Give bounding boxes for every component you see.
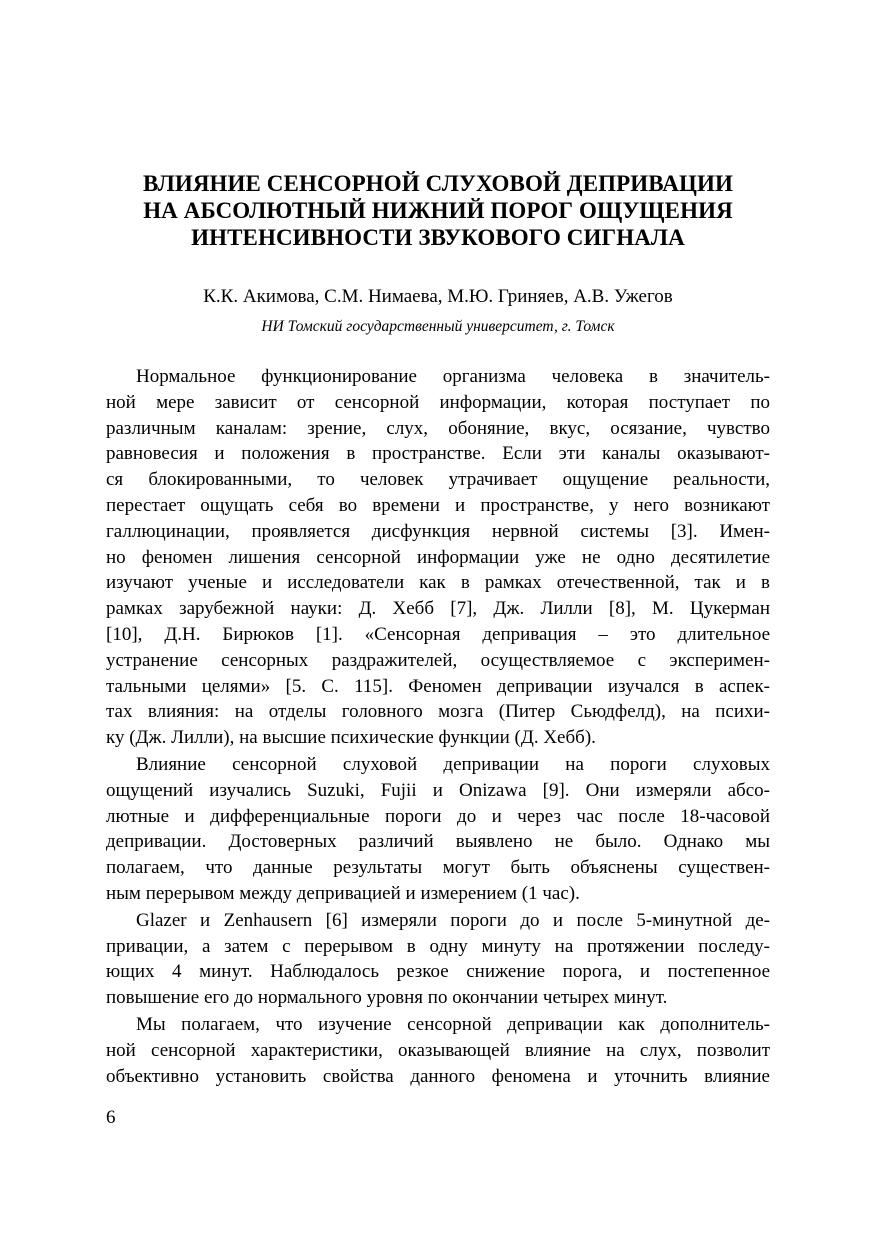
title-line: ИНТЕНСИВНОСТИ ЗВУКОВОГО СИГНАЛА <box>191 225 685 250</box>
text-line: тальными целями» [5. С. 115]. Феномен депривации изучался в аспек- <box>106 675 770 697</box>
text-line: различным каналам: зрение, слух, обоняние, вкус, осязание, чувство <box>106 417 770 439</box>
text-line: ным перерывом между депривацией и измерением (1 час). <box>106 882 580 904</box>
paragraph-1 <box>106 364 770 751</box>
text-line: равновесия и положения в пространстве. Если эти каналы оказывают- <box>106 443 770 465</box>
title-line: НА АБСОЛЮТНЫЙ НИЖНИЙ ПОРОГ ОЩУЩЕНИЯ <box>143 198 733 223</box>
article-body <box>106 364 770 1089</box>
text-line: объективно установить свойства данного феномена и уточнить влияние <box>106 1065 770 1087</box>
text-line: ку (Дж. Лилли), на высшие психические функции (Д. Хебб). <box>106 727 596 749</box>
text-line: но феномен лишения сенсорной информации уже не одно десятилетие <box>106 546 770 568</box>
text-line: ющих 4 минут. Наблюдалось резкое снижение порога, и постепенное <box>106 961 770 983</box>
text-line: ной мере зависит от сенсорной информации, которая поступает по <box>106 391 770 413</box>
author-list: К.К. Акимова, С.М. Нимаева, М.Ю. Гриняев, А.В. Ужегов <box>203 286 673 307</box>
text-line: привации, а затем с перерывом в одну минуту на протяжении последу- <box>106 935 770 957</box>
title-line: ВЛИЯНИЕ СЕНСОРНОЙ СЛУХОВОЙ ДЕПРИВАЦИИ <box>143 171 733 196</box>
text-line: изучают ученые и исследователи как в рамках отечественной, так и в <box>106 572 770 594</box>
text-line: ся блокированными, то человек утрачивает ощущение реальности, <box>106 469 770 491</box>
text-line: перестает ощущать себя во времени и пространстве, у него возникают <box>106 494 770 516</box>
text-line: Нормальное функционирование организма человека в значитель- <box>136 366 770 387</box>
text-line: галлюцинации, проявляется дисфункция нервной системы [3]. Имен- <box>106 520 770 542</box>
paragraph-4 <box>106 1012 770 1089</box>
text-line: тах влияния: на отделы головного мозга (Питер Сьюдфелд), на психи- <box>106 701 770 723</box>
text-line: ной сенсорной характеристики, оказывающей влияние на слух, позволит <box>106 1039 770 1061</box>
text-line: Glazer и Zenhausern [6] измеряли пороги до и после 5-минутной де- <box>136 909 770 931</box>
text-line: устранение сенсорных раздражителей, осуществляемое с эксперимен- <box>106 649 770 671</box>
text-line: Влияние сенсорной слуховой депривации на пороги слуховых <box>136 753 770 775</box>
paragraph-3 <box>106 908 770 1011</box>
text-line: [10], Д.Н. Бирюков [1]. «Сенсорная депривация – это длительное <box>106 623 770 645</box>
text-line: полагаем, что данные результаты могут быть объяснены существен- <box>106 857 770 879</box>
text-line: повышение его до нормального уровня по окончании четырех минут. <box>106 987 668 1009</box>
text-line: рамках зарубежной науки: Д. Хебб [7], Дж. Лилли [8], М. Цукерман <box>106 598 770 620</box>
text-line: Мы полагаем, что изучение сенсорной депривации как дополнитель- <box>136 1013 770 1035</box>
article-title <box>100 170 776 251</box>
text-line: ощущений изучались Suzuki, Fujii и Onizawa [9]. Они измеряли абсо- <box>106 779 770 801</box>
text-line: депривации. Достоверных различий выявлено не было. Однако мы <box>106 831 770 853</box>
page-number: 6 <box>106 1107 116 1128</box>
affiliation: НИ Томский государственный университет, г. Томск <box>261 318 615 335</box>
paragraph-2 <box>106 752 770 907</box>
text-line: лютные и дифференциальные пороги до и через час после 18-часовой <box>106 805 770 827</box>
